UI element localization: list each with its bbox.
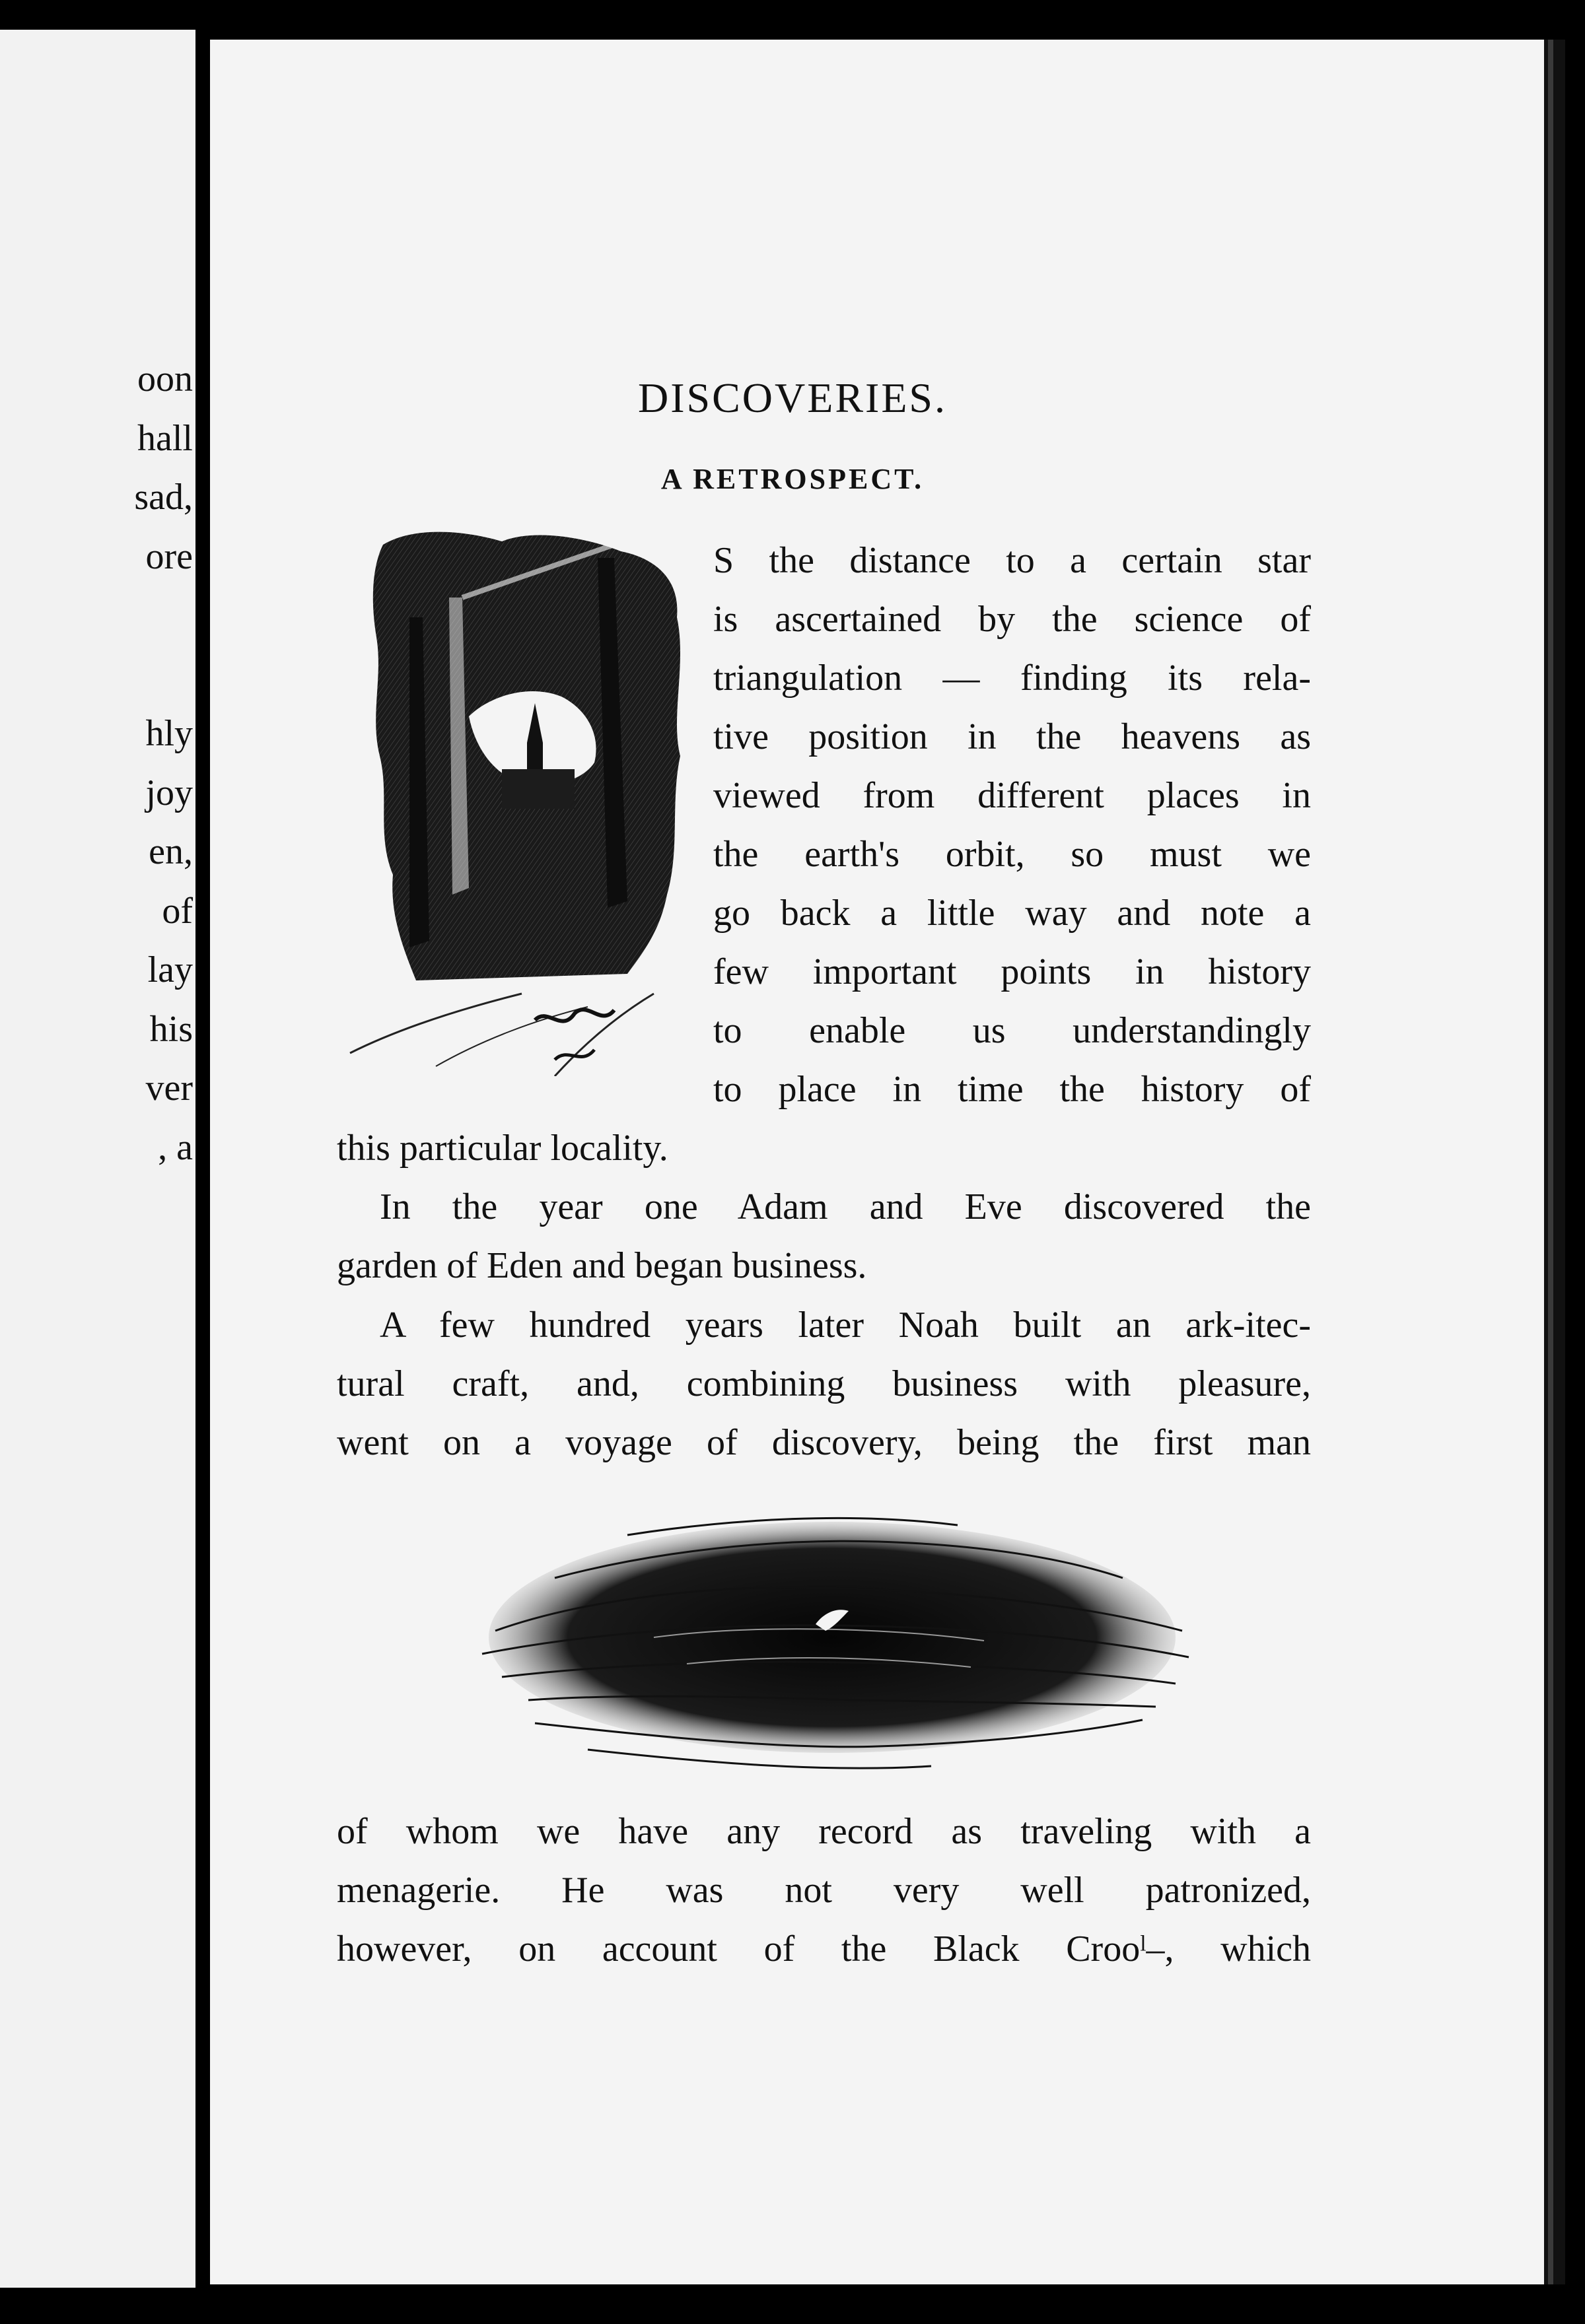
left-fragment: his	[149, 1008, 193, 1050]
text-line: menagerie. He was not very well patronized,	[337, 1870, 1311, 1911]
paragraph-1-wrapped	[713, 531, 1311, 1119]
left-fragment	[0, 586, 195, 646]
left-fragment: of	[162, 890, 193, 932]
left-fragment: joy	[145, 772, 193, 813]
ark-nest-illustration	[456, 1499, 1209, 1783]
left-fragment: en,	[149, 831, 193, 872]
text-line: garden of Eden and began business.	[337, 1245, 867, 1286]
left-facing-page	[0, 30, 195, 2288]
text-line: went on a voyage of discovery, being the first man	[337, 1422, 1311, 1463]
left-fragment: lay	[147, 949, 193, 990]
paragraph-2	[337, 1178, 1311, 1295]
paragraph-1-tail: this particular locality.	[337, 1128, 668, 1169]
left-fragment	[0, 646, 195, 705]
text-line: A few hundred years later Noah built an ark-itec-	[380, 1305, 1311, 1346]
left-fragment: ore	[145, 535, 193, 577]
text-line: S the distance to a certain star	[713, 540, 1311, 581]
text-line: viewed from different places in	[713, 775, 1311, 816]
paragraph-4	[337, 1802, 1311, 1979]
text-line: to enable us understandingly	[713, 1010, 1311, 1051]
text-line: to place in time the history of	[713, 1069, 1311, 1110]
page-subtitle: A RETROSPECT.	[660, 463, 925, 495]
book-gutter	[195, 0, 210, 2324]
text-line: triangulation — finding its rela-	[713, 658, 1311, 699]
text-line: the earth's orbit, so must we	[713, 834, 1311, 875]
text-line: is ascertained by the science of	[713, 599, 1311, 640]
text-line: few important points in history	[713, 951, 1311, 992]
text-line: however, on account of the Black Crooˡ–, which	[337, 1929, 1311, 1969]
text-line: of whom we have any record as traveling with a	[337, 1811, 1311, 1852]
left-fragment: sad,	[134, 477, 193, 518]
left-fragment: hly	[145, 713, 193, 754]
text-line: tive position in the heavens as	[713, 716, 1311, 757]
paragraph-3	[337, 1296, 1311, 1472]
forest-illustration	[337, 518, 707, 1076]
left-fragment: hall	[137, 417, 193, 459]
left-fragment: oon	[137, 359, 193, 399]
left-fragment: , a	[158, 1126, 193, 1168]
text-line: In the year one Adam and Eve discovered the	[380, 1186, 1311, 1227]
text-line: go back a little way and note a	[713, 893, 1311, 934]
page-title: DISCOVERIES.	[637, 374, 948, 421]
left-fragment: ver	[145, 1068, 193, 1109]
text-line: tural craft, and, combining business with pleasure,	[337, 1363, 1311, 1404]
